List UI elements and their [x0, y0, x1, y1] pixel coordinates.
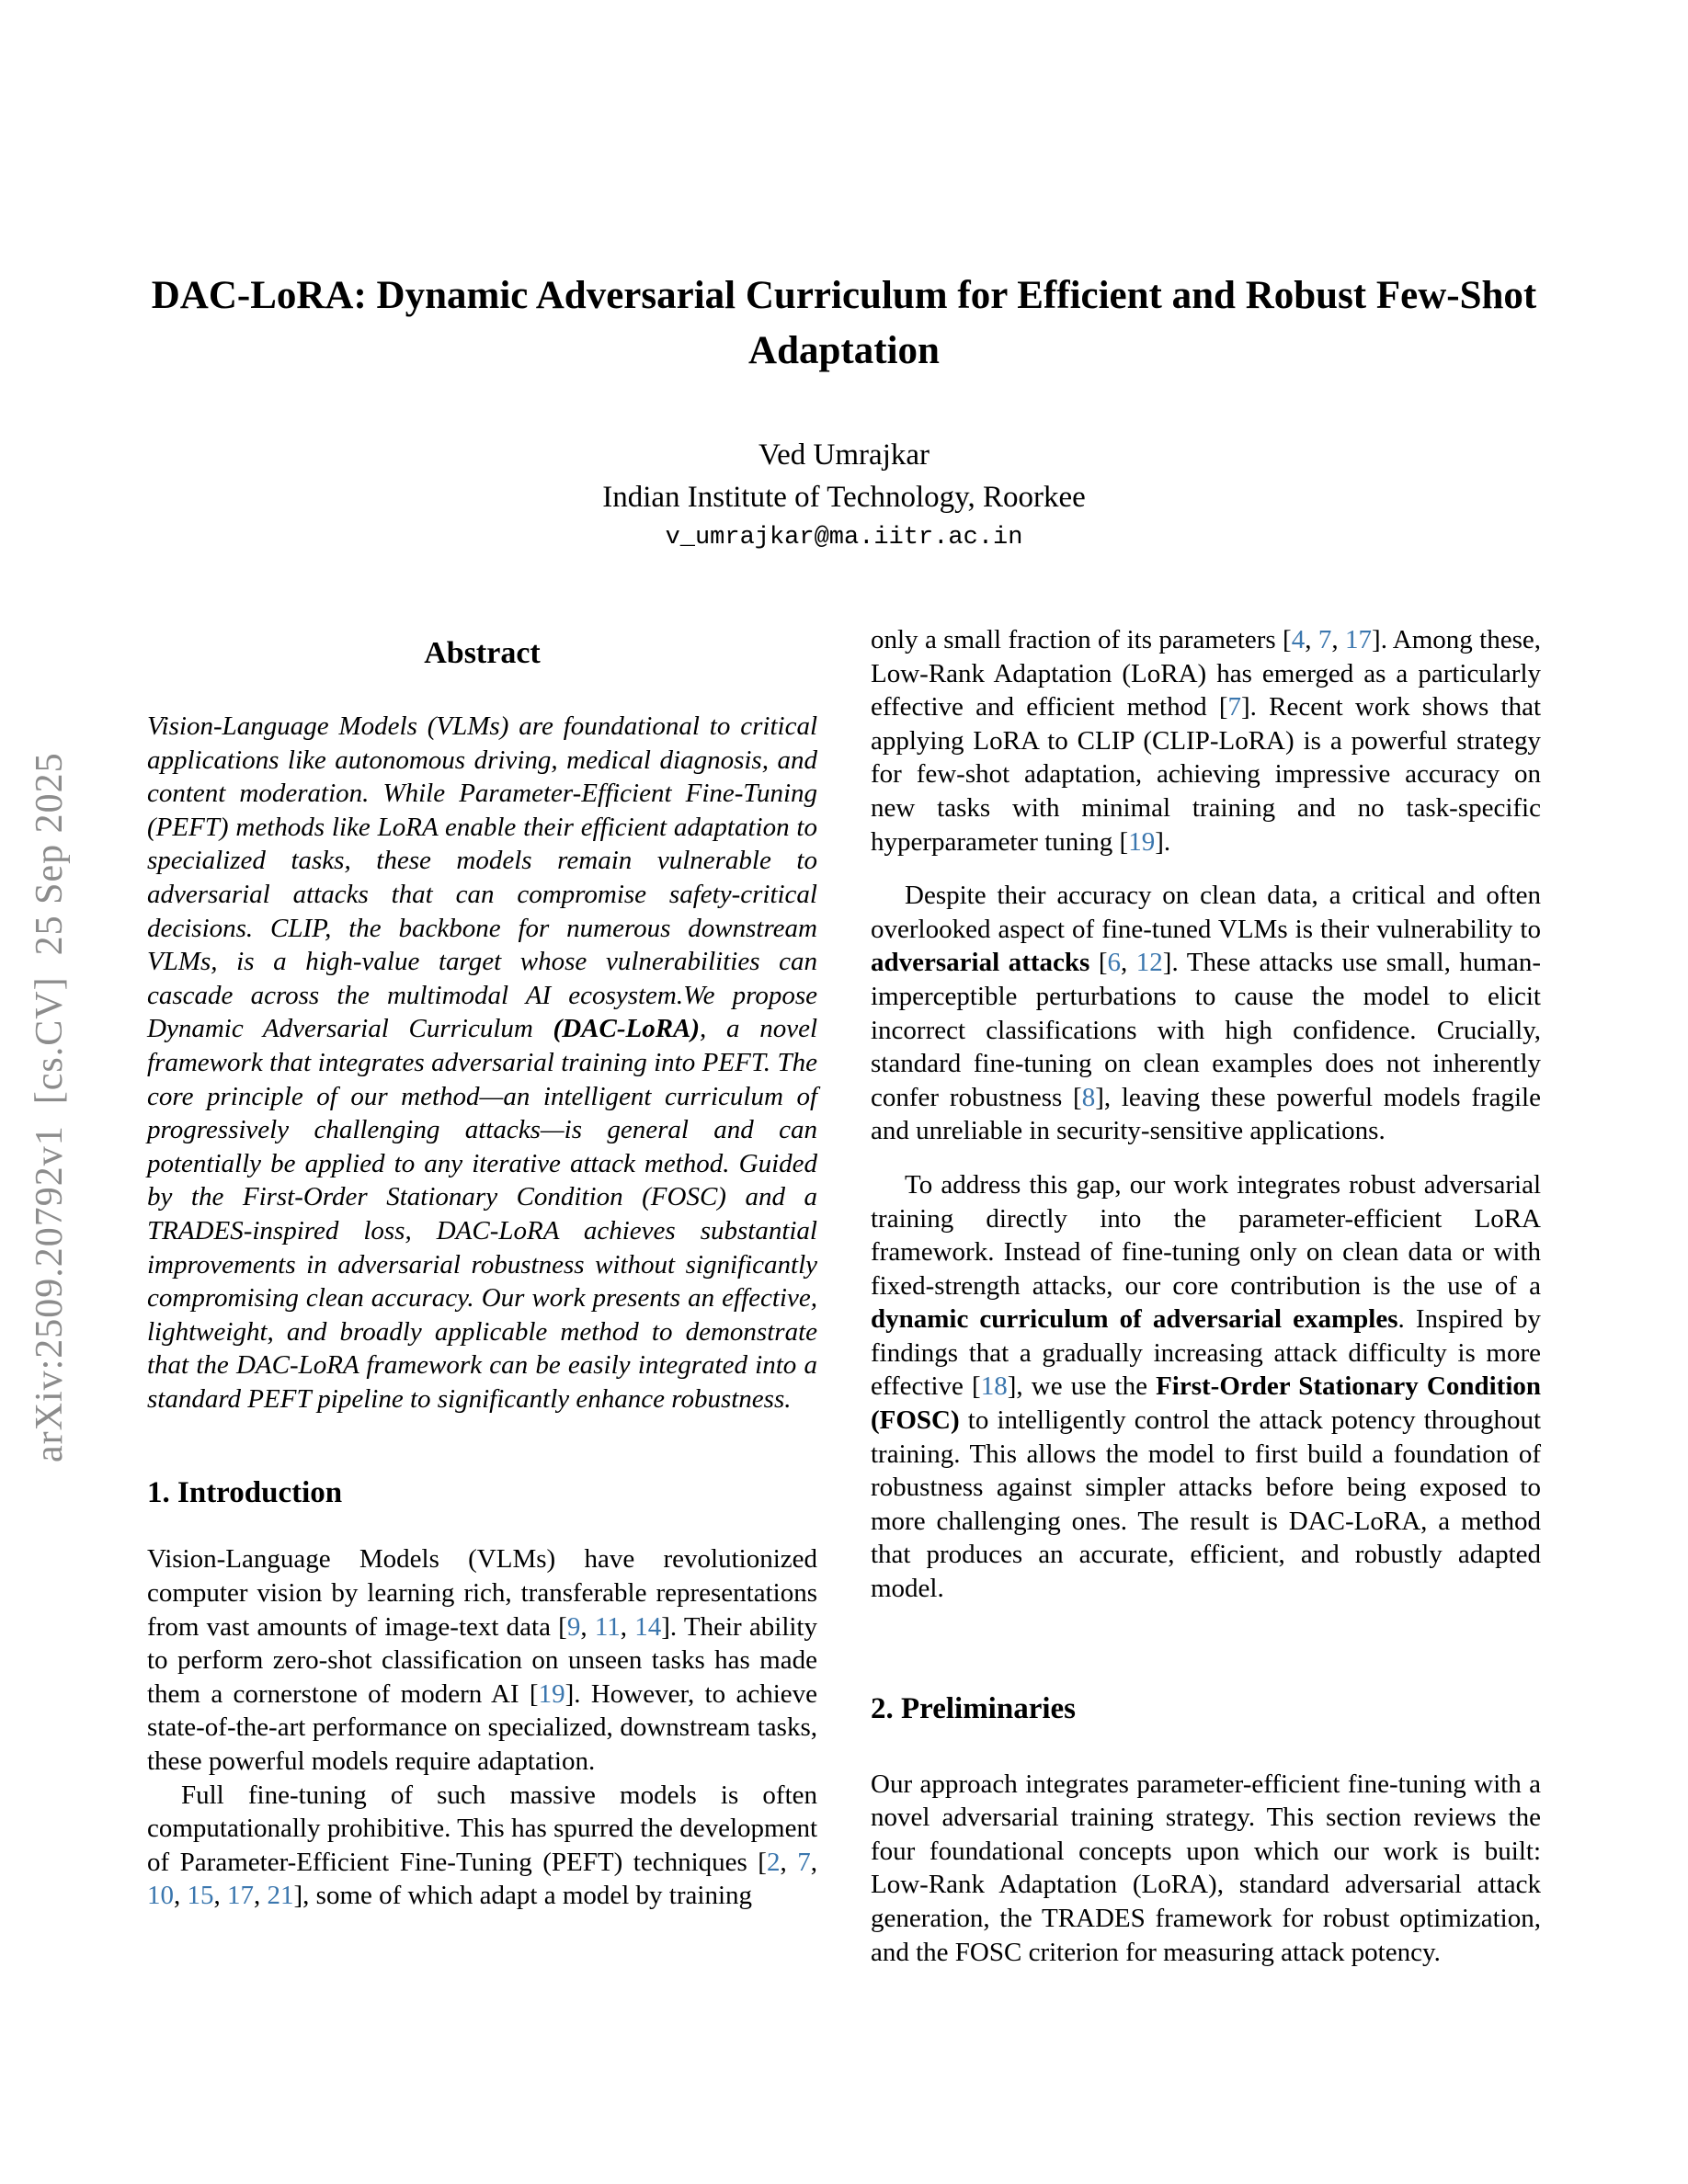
text-run: only a small fraction of its parameters [ [871, 625, 1292, 654]
text-run: , [1331, 625, 1346, 654]
text-run: (DAC-LoRA) [553, 1014, 701, 1044]
citation-link[interactable]: 9 [566, 1611, 581, 1642]
text-run: , [1121, 948, 1136, 978]
citation-link[interactable]: 2 [766, 1847, 781, 1877]
text-run: , [780, 1847, 798, 1877]
citation-link[interactable]: 17 [227, 1881, 254, 1911]
paper-title: DAC-LoRA: Dynamic Adversarial Curriculum for Efficient and Robust Few-Shot Adaptation [151, 274, 1537, 372]
citation-link[interactable]: 8 [1081, 1082, 1096, 1112]
citation-link[interactable]: 19 [1128, 826, 1156, 857]
text-run: , [1305, 625, 1318, 654]
intro-paragraph-1 [147, 1542, 817, 1778]
text-run: [ [1089, 948, 1108, 978]
author-affiliation: Indian Institute of Technology, Roorkee [602, 481, 1086, 514]
citation-link[interactable]: 11 [594, 1611, 621, 1642]
citation-link[interactable]: 21 [267, 1881, 294, 1911]
intro-paragraph-2-continuation [871, 623, 1541, 859]
citation-link[interactable]: 7 [1317, 625, 1332, 654]
title-block [147, 268, 1541, 379]
abstract-heading: Abstract [424, 636, 541, 670]
text-run: , [580, 1611, 595, 1642]
text-run: ], leaving these powerful models fragile and unreliable in security-sensitive applications. [871, 1082, 1541, 1146]
text-run: Vision-Language Models (VLMs) have revolutionized computer vision by learning rich, transferable representations from vast amounts of image-text data [ [147, 1544, 817, 1642]
text-run: , a novel framework that integrates adversarial training into PEFT. The core principle of our method—an intelligent curriculum of progressively challenging attacks—is general and can potentially be applied to any iterative attack method. Guided by the First-Order Stationary Condition (FOSC) and a TRADES-inspired loss, DAC-LoRA achieves substantial improvements in adversarial robustness without significantly compromising clean accuracy. Our work presents an effective, lightweight, and broadly applicable method to demonstrate that the DAC-LoRA framework can be easily integrated into a standard PEFT pipeline to significantly enhance robustness. [147, 1014, 817, 1414]
text-run: to intelligently control the attack potency throughout training. This allows the model to first build a foundation of robustness against simpler attacks before being exposed to more challenging ones. The result is DAC-LoRA, a method that produces an accurate, efficient, and robustly adapted model. [871, 1405, 1541, 1604]
adversarial-attacks-paragraph [871, 879, 1541, 1148]
text-run: dynamic curriculum of adversarial examples [871, 1304, 1398, 1335]
text-run: adversarial attacks [871, 948, 1090, 978]
text-run: Our approach integrates parameter-efficient fine-tuning with a novel adversarial training strategy. This section reviews the four foundational concepts upon which our work is built: Low-Rank Adaptation (LoRA), standard adversarial attack generation, the TRADES framework for robust optimization, and the FOSC criterion for measuring attack potency. [871, 1769, 1541, 1967]
text-run: ], we use the [1007, 1371, 1157, 1402]
citation-link[interactable]: 10 [147, 1881, 174, 1911]
text-run: , [620, 1611, 635, 1642]
section-heading-introduction: 1. Introduction [147, 1476, 343, 1510]
text-run: ]. Among these, Low-Rank Adaptation (LoRA) has emerged as a particularly effective and efficient method [ [871, 625, 1542, 722]
citation-link[interactable]: 18 [980, 1371, 1008, 1402]
intro-paragraph-2 [147, 1779, 817, 1913]
text-run: ]. These attacks use small, human-imperceptible perturbations to cause the model to elicit incorrect classifications with high confidence. Crucially, standard fine-tuning on clean examples does not inherently confer robustness [ [871, 948, 1541, 1112]
text-run: , [254, 1881, 268, 1911]
citation-link[interactable]: 14 [634, 1611, 662, 1642]
text-run: ]. [1155, 826, 1171, 857]
text-run: Despite their accuracy on clean data, a critical and often overlooked aspect of fine-tuned VLMs is their vulnerability to [871, 881, 1541, 944]
text-run: , [213, 1881, 227, 1911]
text-run: Full fine-tuning of such massive models is often computationally prohibitive. This has spurred the development of Parameter-Efficient Fine-Tuning (PEFT) techniques [ [147, 1780, 817, 1877]
text-run: To address this gap, our work integrates robust adversarial training directly into the parameter-efficient LoRA framework. Instead of fine-tuning only on clean data or with fixed-strength attacks, our core contribution is the use of a [871, 1169, 1541, 1301]
citation-link[interactable]: 15 [187, 1881, 214, 1911]
citation-link[interactable]: 7 [797, 1847, 811, 1877]
section-heading-preliminaries: 2. Preliminaries [871, 1691, 1077, 1725]
author-block [147, 434, 1541, 557]
author-email: v_umrajkar@ma.iitr.ac.in [665, 524, 1023, 552]
citation-link[interactable]: 6 [1107, 948, 1121, 978]
text-run: , [174, 1881, 188, 1911]
text-run: ]. Recent work shows that applying LoRA to CLIP (CLIP-LoRA) is a powerful strategy for few-shot adaptation, achieving impressive accuracy on new tasks with minimal training and no task-specific hyperparameter tuning [ [871, 692, 1541, 857]
contribution-paragraph [871, 1168, 1541, 1606]
citation-link[interactable]: 12 [1135, 948, 1163, 978]
arxiv-watermark: arXiv:2509.20792v1 [cs.CV] 25 Sep 2025 [29, 752, 71, 1463]
citation-link[interactable]: 4 [1291, 625, 1306, 654]
left-column [147, 623, 817, 1913]
text-run: ], some of which adapt a model by training [293, 1881, 753, 1911]
preliminaries-paragraph-1 [871, 1768, 1541, 1970]
right-column [871, 623, 1541, 1969]
text-run: , [810, 1847, 817, 1877]
citation-link[interactable]: 7 [1227, 692, 1241, 722]
text-run: . Inspired by findings that a gradually increasing attack difficulty is more effective [ [871, 1304, 1541, 1402]
citation-link[interactable]: 19 [538, 1678, 565, 1709]
author-name: Ved Umrajkar [758, 438, 930, 472]
text-run: ]. However, to achieve state-of-the-art performance on specialized, downstream tasks, these powerful models require adaptation. [147, 1678, 818, 1777]
text-run: ]. Their ability to perform zero-shot classification on unseen tasks has made them a cornerstone of modern AI [ [147, 1611, 817, 1709]
text-run: Vision-Language Models (VLMs) are foundational to critical applications like autonomous driving, medical diagnosis, and content moderation. While Parameter-Efficient Fine-Tuning (PEFT) methods like LoRA enable their efficient adaptation to specialized tasks, these models remain vulnerable to adversarial attacks that can compromise safety-critical decisions. CLIP, the backbone for numerous downstream VLMs, is a high-value target whose vulnerabilities can cascade across the multimodal AI ecosystem.We propose Dynamic Adversarial Curriculum [147, 711, 817, 1044]
citation-link[interactable]: 17 [1345, 625, 1373, 654]
text-run: First-Order Stationary Condition (FOSC) [871, 1371, 1541, 1436]
abstract-paragraph [147, 710, 817, 1416]
